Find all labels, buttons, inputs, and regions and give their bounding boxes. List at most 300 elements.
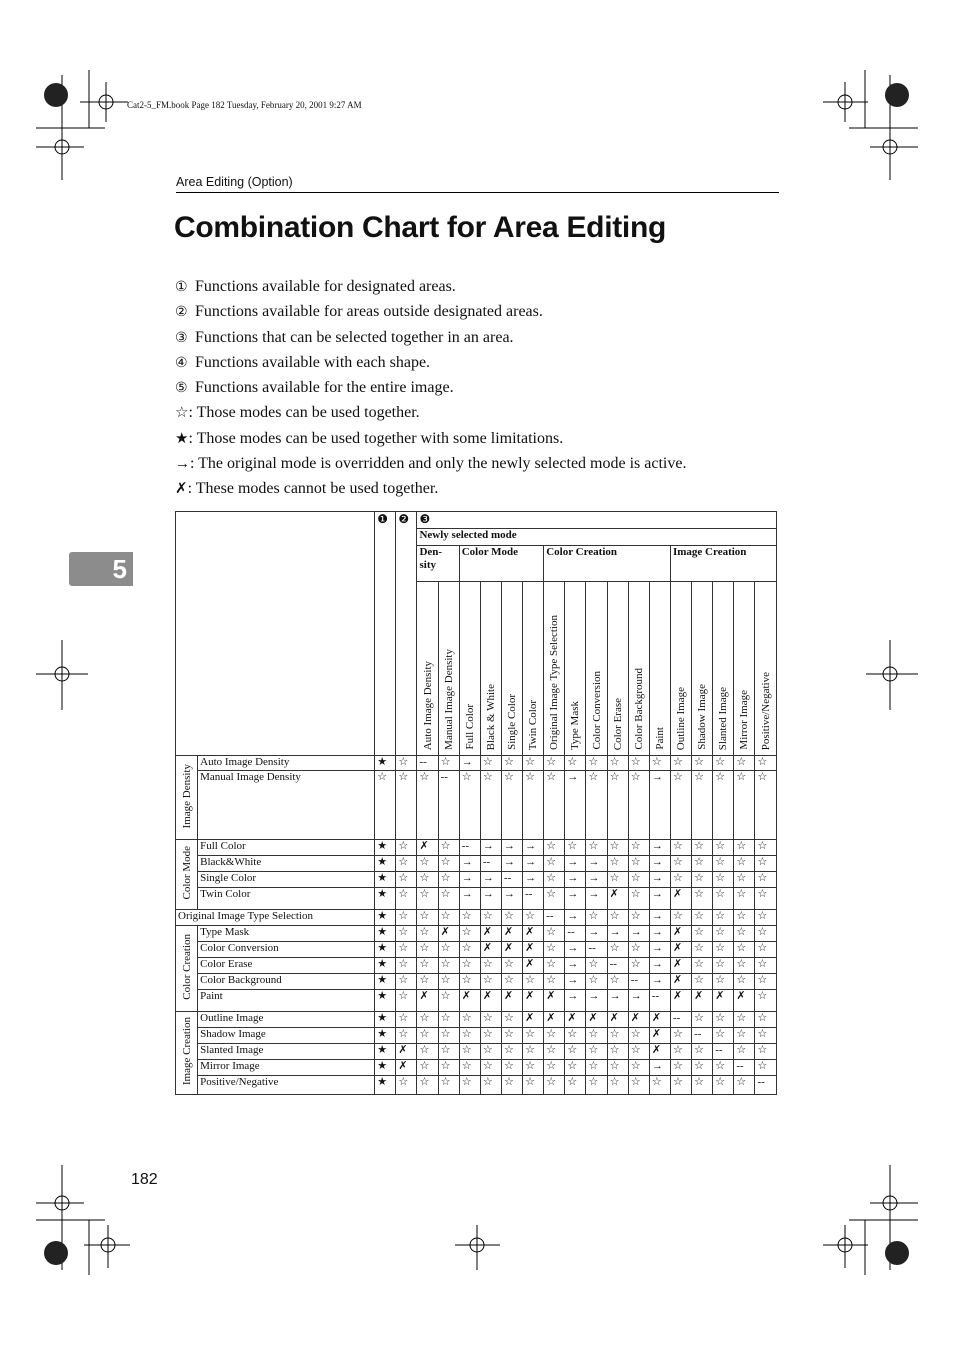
table-cell: ☆ bbox=[544, 856, 565, 872]
page-number: 182 bbox=[131, 1171, 158, 1188]
col-mark: ❸ bbox=[417, 512, 777, 529]
table-cell: -- bbox=[628, 974, 649, 990]
legend-text: : The original mode is overridden and only the newly selected mode is active. bbox=[190, 455, 687, 473]
table-cell: ☆ bbox=[523, 1060, 544, 1076]
table-cell: ☆ bbox=[586, 910, 607, 926]
table-cell: ☆ bbox=[670, 910, 691, 926]
table-cell: ☆ bbox=[544, 756, 565, 771]
table-cell: ☆ bbox=[480, 1060, 501, 1076]
table-row bbox=[176, 872, 777, 888]
table-cell: ✗ bbox=[501, 926, 522, 942]
table-cell: ☆ bbox=[501, 771, 522, 840]
table-cell: -- bbox=[480, 856, 501, 872]
table-cell: ☆ bbox=[607, 1060, 628, 1076]
cell-outside: ☆ bbox=[396, 856, 417, 872]
table-cell: ☆ bbox=[417, 926, 438, 942]
table-cell: ☆ bbox=[438, 840, 459, 856]
table-cell: ☆ bbox=[734, 1012, 755, 1028]
table-cell: ✗ bbox=[607, 888, 628, 910]
table-cell: ☆ bbox=[755, 840, 777, 856]
table-cell: ☆ bbox=[438, 1076, 459, 1095]
row-label: Mirror Image bbox=[198, 1060, 375, 1076]
open-star-icon: ☆ bbox=[175, 405, 189, 422]
table-corner bbox=[176, 512, 375, 756]
table-cell: ☆ bbox=[501, 974, 522, 990]
cell-area: ★ bbox=[375, 1028, 396, 1044]
column-header-label: Type Mask bbox=[569, 700, 582, 750]
table-cell: ☆ bbox=[628, 756, 649, 771]
filled-star-icon: ★ bbox=[175, 430, 189, 447]
table-cell: ☆ bbox=[417, 1060, 438, 1076]
table-cell: ☆ bbox=[586, 1060, 607, 1076]
file-info: Cat2-5_FM.book Page 182 Tuesday, February 20, 2001 9:27 AM bbox=[127, 100, 362, 110]
table-cell: ☆ bbox=[755, 942, 777, 958]
legend-text: Functions available for the entire image. bbox=[195, 379, 454, 397]
column-header bbox=[628, 582, 649, 756]
table-cell: ☆ bbox=[544, 771, 565, 840]
table-cell: ☆ bbox=[586, 756, 607, 771]
col-mark: ❷ bbox=[396, 512, 417, 756]
table-cell: → bbox=[565, 771, 586, 840]
table-cell: → bbox=[649, 910, 670, 926]
column-header-label: Color Background bbox=[632, 668, 645, 750]
table-cell: ☆ bbox=[755, 771, 777, 840]
table-cell: ☆ bbox=[692, 1060, 713, 1076]
table-cell: ☆ bbox=[438, 1060, 459, 1076]
table-cell: ✗ bbox=[607, 1012, 628, 1028]
table-cell: ✗ bbox=[501, 990, 522, 1012]
table-cell: ☆ bbox=[713, 942, 734, 958]
table-cell: ☆ bbox=[734, 856, 755, 872]
table-row bbox=[176, 888, 777, 910]
table-cell: ☆ bbox=[755, 1012, 777, 1028]
table-cell: ☆ bbox=[713, 756, 734, 771]
column-header-label: Black & White bbox=[484, 683, 497, 750]
table-cell: → bbox=[586, 990, 607, 1012]
table-cell: ✗ bbox=[628, 1012, 649, 1028]
table-cell: ☆ bbox=[713, 1060, 734, 1076]
table-row bbox=[176, 771, 777, 840]
table-cell: ☆ bbox=[713, 974, 734, 990]
table-cell: ☆ bbox=[713, 872, 734, 888]
table-cell: ☆ bbox=[501, 756, 522, 771]
legend-item bbox=[175, 276, 795, 301]
table-cell: ✗ bbox=[734, 990, 755, 1012]
legend-text: Functions available with each shape. bbox=[195, 353, 431, 371]
table-cell: → bbox=[586, 888, 607, 910]
column-header-label: Color Erase bbox=[611, 697, 624, 750]
table-cell: → bbox=[480, 888, 501, 910]
cell-area: ★ bbox=[375, 856, 396, 872]
table-cell: ☆ bbox=[523, 1076, 544, 1095]
table-cell: ☆ bbox=[607, 974, 628, 990]
table-cell: → bbox=[649, 926, 670, 942]
cell-area: ★ bbox=[375, 926, 396, 942]
cell-area: ★ bbox=[375, 1076, 396, 1095]
table-cell: ✗ bbox=[670, 942, 691, 958]
table-cell: ☆ bbox=[459, 1012, 480, 1028]
table-cell: → bbox=[565, 856, 586, 872]
table-cell: ☆ bbox=[755, 1060, 777, 1076]
table-cell: ☆ bbox=[417, 1028, 438, 1044]
row-label: Color Erase bbox=[198, 958, 375, 974]
table-cell: ☆ bbox=[734, 910, 755, 926]
table-cell: ☆ bbox=[628, 840, 649, 856]
cell-area: ★ bbox=[375, 756, 396, 771]
table-cell: ✗ bbox=[649, 1044, 670, 1060]
table-cell: -- bbox=[713, 1044, 734, 1060]
column-header-label: Manual Image Density bbox=[442, 649, 455, 750]
table-cell: ☆ bbox=[628, 1076, 649, 1095]
table-cell: ☆ bbox=[670, 840, 691, 856]
table-cell: ☆ bbox=[628, 1028, 649, 1044]
chapter-tab bbox=[69, 552, 133, 586]
table-cell: ✗ bbox=[480, 926, 501, 942]
table-cell: ✗ bbox=[544, 1012, 565, 1028]
table-cell: ☆ bbox=[628, 856, 649, 872]
table-cell: ☆ bbox=[670, 1044, 691, 1060]
table-cell: ☆ bbox=[734, 888, 755, 910]
table-row bbox=[176, 1060, 777, 1076]
legend-item bbox=[175, 377, 795, 402]
table-cell: ☆ bbox=[417, 856, 438, 872]
table-cell: -- bbox=[565, 926, 586, 942]
column-header-label: Auto Image Density bbox=[421, 660, 434, 750]
section-header: Area Editing (Option) bbox=[176, 175, 293, 189]
table-cell: ✗ bbox=[670, 888, 691, 910]
table-cell: ☆ bbox=[459, 1044, 480, 1060]
column-header-label: Twin Color bbox=[527, 699, 540, 750]
table-cell: ☆ bbox=[734, 840, 755, 856]
column-header-label: Full Color bbox=[463, 704, 476, 750]
table-cell: -- bbox=[417, 756, 438, 771]
legend-item bbox=[175, 402, 795, 427]
legend-mark: ② bbox=[175, 305, 188, 321]
table-cell: ☆ bbox=[459, 958, 480, 974]
table-cell: ☆ bbox=[713, 910, 734, 926]
table-cell: ☆ bbox=[713, 926, 734, 942]
table-cell: ☆ bbox=[692, 888, 713, 910]
table-cell: ✗ bbox=[459, 990, 480, 1012]
table-cell: ✗ bbox=[417, 990, 438, 1012]
cell-outside: ☆ bbox=[396, 990, 417, 1012]
table-cell: ☆ bbox=[438, 974, 459, 990]
table-cell: ☆ bbox=[755, 910, 777, 926]
table-cell: → bbox=[586, 856, 607, 872]
column-header-label: Original Image Type Selection bbox=[548, 615, 561, 750]
table-cell: -- bbox=[544, 910, 565, 926]
table-cell: -- bbox=[734, 1060, 755, 1076]
column-header-label: Mirror Image bbox=[738, 690, 751, 750]
table-cell: ☆ bbox=[544, 840, 565, 856]
row-label: Type Mask bbox=[198, 926, 375, 942]
table-cell: ☆ bbox=[734, 771, 755, 840]
table-cell: ☆ bbox=[755, 990, 777, 1012]
col-mark: ❶ bbox=[375, 512, 396, 756]
table-cell: ☆ bbox=[755, 888, 777, 910]
table-cell: ☆ bbox=[544, 1060, 565, 1076]
table-cell: ☆ bbox=[607, 771, 628, 840]
table-cell: ☆ bbox=[501, 1076, 522, 1095]
table-row bbox=[176, 756, 777, 771]
table-cell: ☆ bbox=[755, 958, 777, 974]
column-header bbox=[755, 582, 777, 756]
cell-outside: ☆ bbox=[396, 958, 417, 974]
table-cell: ☆ bbox=[628, 771, 649, 840]
table-cell: ☆ bbox=[544, 926, 565, 942]
table-cell: ☆ bbox=[713, 1076, 734, 1095]
table-cell: ☆ bbox=[417, 872, 438, 888]
table-cell: -- bbox=[438, 771, 459, 840]
row-group-header bbox=[176, 926, 198, 1012]
table-cell: ☆ bbox=[692, 910, 713, 926]
cell-outside: ☆ bbox=[396, 756, 417, 771]
table-cell: ☆ bbox=[417, 910, 438, 926]
table-cell: ☆ bbox=[523, 771, 544, 840]
table-cell: ☆ bbox=[417, 1012, 438, 1028]
table-cell: ☆ bbox=[713, 958, 734, 974]
table-cell: ☆ bbox=[501, 1060, 522, 1076]
table-cell: → bbox=[565, 958, 586, 974]
table-cell: ✗ bbox=[670, 990, 691, 1012]
table-cell: ✗ bbox=[544, 990, 565, 1012]
row-group-header bbox=[176, 840, 198, 910]
row-label: Full Color bbox=[198, 840, 375, 856]
cell-area: ★ bbox=[375, 910, 396, 926]
header-rule bbox=[176, 192, 779, 193]
table-cell: ☆ bbox=[417, 958, 438, 974]
table-cell: ✗ bbox=[670, 974, 691, 990]
table-cell: ☆ bbox=[628, 1060, 649, 1076]
table-cell: ☆ bbox=[649, 1076, 670, 1095]
table-row bbox=[176, 856, 777, 872]
chapter-number: 5 bbox=[112, 554, 127, 584]
table-cell: -- bbox=[607, 958, 628, 974]
table-cell: ✗ bbox=[670, 926, 691, 942]
table-cell: ☆ bbox=[544, 1076, 565, 1095]
legend-item bbox=[175, 453, 795, 478]
table-cell: → bbox=[501, 840, 522, 856]
combination-table bbox=[175, 511, 777, 1095]
table-cell: ✗ bbox=[586, 1012, 607, 1028]
table-cell: ☆ bbox=[734, 926, 755, 942]
table-cell: ✗ bbox=[523, 990, 544, 1012]
table-cell: ☆ bbox=[670, 1028, 691, 1044]
row-group-label: Color Mode bbox=[180, 846, 193, 900]
table-cell: ☆ bbox=[755, 872, 777, 888]
table-cell: ☆ bbox=[628, 958, 649, 974]
table-cell: ☆ bbox=[692, 1044, 713, 1060]
column-header-label: Color Conversion bbox=[590, 671, 603, 750]
cell-area: ★ bbox=[375, 840, 396, 856]
table-cell: → bbox=[649, 872, 670, 888]
table-cell: ☆ bbox=[501, 1012, 522, 1028]
col-group-header: Den- sity bbox=[417, 546, 459, 582]
table-cell: ☆ bbox=[713, 856, 734, 872]
table-cell: → bbox=[649, 958, 670, 974]
table-row bbox=[176, 1028, 777, 1044]
table-cell: ☆ bbox=[755, 1028, 777, 1044]
cell-area: ★ bbox=[375, 888, 396, 910]
table-cell: ☆ bbox=[734, 958, 755, 974]
table-cell: ☆ bbox=[713, 771, 734, 840]
cell-outside: ☆ bbox=[396, 910, 417, 926]
column-header-label: Positive/Negative bbox=[759, 671, 772, 750]
cell-outside: ✗ bbox=[396, 1044, 417, 1060]
table-cell: -- bbox=[586, 942, 607, 958]
cell-outside: ☆ bbox=[396, 926, 417, 942]
cell-outside: ☆ bbox=[396, 1012, 417, 1028]
row-label: Original Image Type Selection bbox=[176, 910, 375, 926]
header-row-marks bbox=[176, 512, 777, 529]
table-cell: ☆ bbox=[586, 771, 607, 840]
table-cell: ☆ bbox=[480, 1028, 501, 1044]
legend-item bbox=[175, 428, 795, 453]
table-cell: ✗ bbox=[649, 1012, 670, 1028]
table-cell: -- bbox=[670, 1012, 691, 1028]
table-cell: ☆ bbox=[628, 910, 649, 926]
table-cell: ✗ bbox=[438, 926, 459, 942]
row-group-header bbox=[176, 1012, 198, 1095]
legend-mark: ③ bbox=[175, 330, 188, 346]
column-header bbox=[713, 582, 734, 756]
table-cell: → bbox=[628, 926, 649, 942]
table-cell: -- bbox=[459, 840, 480, 856]
table-cell: ☆ bbox=[670, 771, 691, 840]
table-cell: ☆ bbox=[501, 958, 522, 974]
table-cell: ☆ bbox=[438, 856, 459, 872]
row-group-label: Image Density bbox=[180, 763, 193, 829]
table-cell: ✗ bbox=[417, 840, 438, 856]
table-cell: → bbox=[607, 926, 628, 942]
table-cell: ☆ bbox=[755, 974, 777, 990]
table-cell: ☆ bbox=[565, 1060, 586, 1076]
column-header-label: Outline Image bbox=[675, 686, 688, 750]
table-cell: ☆ bbox=[586, 974, 607, 990]
table-cell: → bbox=[523, 856, 544, 872]
legend-text: : These modes cannot be used together. bbox=[187, 480, 439, 498]
table-cell: -- bbox=[755, 1076, 777, 1095]
table-cell: ☆ bbox=[670, 1060, 691, 1076]
table-cell: ☆ bbox=[438, 1012, 459, 1028]
column-header-label: Paint bbox=[653, 727, 666, 750]
table-cell: ☆ bbox=[713, 1012, 734, 1028]
table-cell: ☆ bbox=[628, 872, 649, 888]
table-cell: ☆ bbox=[544, 1044, 565, 1060]
row-label: Slanted Image bbox=[198, 1044, 375, 1060]
table-cell: ☆ bbox=[734, 872, 755, 888]
table-cell: → bbox=[649, 974, 670, 990]
table-cell: → bbox=[523, 872, 544, 888]
table-cell: → bbox=[565, 872, 586, 888]
table-cell: ☆ bbox=[628, 942, 649, 958]
table-cell: ☆ bbox=[607, 910, 628, 926]
legend-text: Functions available for designated areas. bbox=[195, 278, 456, 295]
table-cell: ☆ bbox=[459, 926, 480, 942]
table-cell: ☆ bbox=[692, 1012, 713, 1028]
table-cell: ☆ bbox=[734, 942, 755, 958]
cell-outside: ☆ bbox=[396, 840, 417, 856]
legend-text: Functions available for areas outside designated areas. bbox=[195, 303, 543, 321]
table-cell: ☆ bbox=[649, 756, 670, 771]
table-cell: → bbox=[649, 1060, 670, 1076]
cell-outside: ☆ bbox=[396, 1076, 417, 1095]
table-cell: ☆ bbox=[438, 910, 459, 926]
table-cell: ☆ bbox=[670, 1076, 691, 1095]
cell-outside: ☆ bbox=[396, 888, 417, 910]
column-header bbox=[607, 582, 628, 756]
table-cell: ☆ bbox=[480, 910, 501, 926]
table-cell: -- bbox=[523, 888, 544, 910]
table-cell: ☆ bbox=[544, 958, 565, 974]
table-cell: → bbox=[649, 888, 670, 910]
column-header bbox=[501, 582, 522, 756]
table-cell: -- bbox=[692, 1028, 713, 1044]
table-cell: → bbox=[523, 840, 544, 856]
page-title: Combination Chart for Area Editing bbox=[174, 211, 667, 244]
table-cell: ☆ bbox=[459, 974, 480, 990]
table-cell: ☆ bbox=[586, 1076, 607, 1095]
table-cell: ✗ bbox=[523, 958, 544, 974]
table-cell: ✗ bbox=[523, 1012, 544, 1028]
cell-outside: ☆ bbox=[396, 942, 417, 958]
legend-text: : Those modes can be used together. bbox=[188, 404, 420, 422]
table-cell: ☆ bbox=[607, 1028, 628, 1044]
table-cell: ☆ bbox=[501, 1028, 522, 1044]
table-cell: → bbox=[565, 888, 586, 910]
cell-area: ★ bbox=[375, 958, 396, 974]
table-cell: ☆ bbox=[565, 756, 586, 771]
cell-outside: ☆ bbox=[396, 771, 417, 840]
table-cell: ☆ bbox=[459, 1028, 480, 1044]
table-cell: → bbox=[649, 771, 670, 840]
column-header-label: Slanted Image bbox=[717, 686, 730, 750]
table-cell: → bbox=[459, 872, 480, 888]
table-cell: → bbox=[459, 888, 480, 910]
table-cell: ☆ bbox=[480, 1012, 501, 1028]
table-cell: ☆ bbox=[480, 958, 501, 974]
table-cell: ☆ bbox=[459, 771, 480, 840]
table-cell: ☆ bbox=[670, 872, 691, 888]
table-cell: ☆ bbox=[459, 942, 480, 958]
table-cell: → bbox=[565, 942, 586, 958]
legend-item bbox=[175, 352, 795, 377]
table-cell: ☆ bbox=[692, 840, 713, 856]
newly-selected-header: Newly selected mode bbox=[417, 529, 777, 546]
table-cell: ☆ bbox=[565, 1044, 586, 1060]
table-cell: ☆ bbox=[544, 1028, 565, 1044]
table-cell: ☆ bbox=[438, 872, 459, 888]
table-cell: ☆ bbox=[607, 872, 628, 888]
table-cell: → bbox=[459, 856, 480, 872]
table-cell: ☆ bbox=[607, 942, 628, 958]
column-header bbox=[586, 582, 607, 756]
cell-area: ★ bbox=[375, 1012, 396, 1028]
table-cell: ☆ bbox=[692, 958, 713, 974]
column-header bbox=[417, 582, 438, 756]
table-cell: ☆ bbox=[438, 958, 459, 974]
table-cell: ☆ bbox=[692, 872, 713, 888]
table-cell: ✗ bbox=[480, 942, 501, 958]
table-cell: ✗ bbox=[670, 958, 691, 974]
table-cell: ☆ bbox=[523, 756, 544, 771]
row-group-header bbox=[176, 756, 198, 840]
table-cell: ☆ bbox=[417, 974, 438, 990]
table-cell: ☆ bbox=[713, 840, 734, 856]
table-cell: → bbox=[565, 974, 586, 990]
table-cell: ☆ bbox=[670, 756, 691, 771]
table-cell: ☆ bbox=[713, 1028, 734, 1044]
